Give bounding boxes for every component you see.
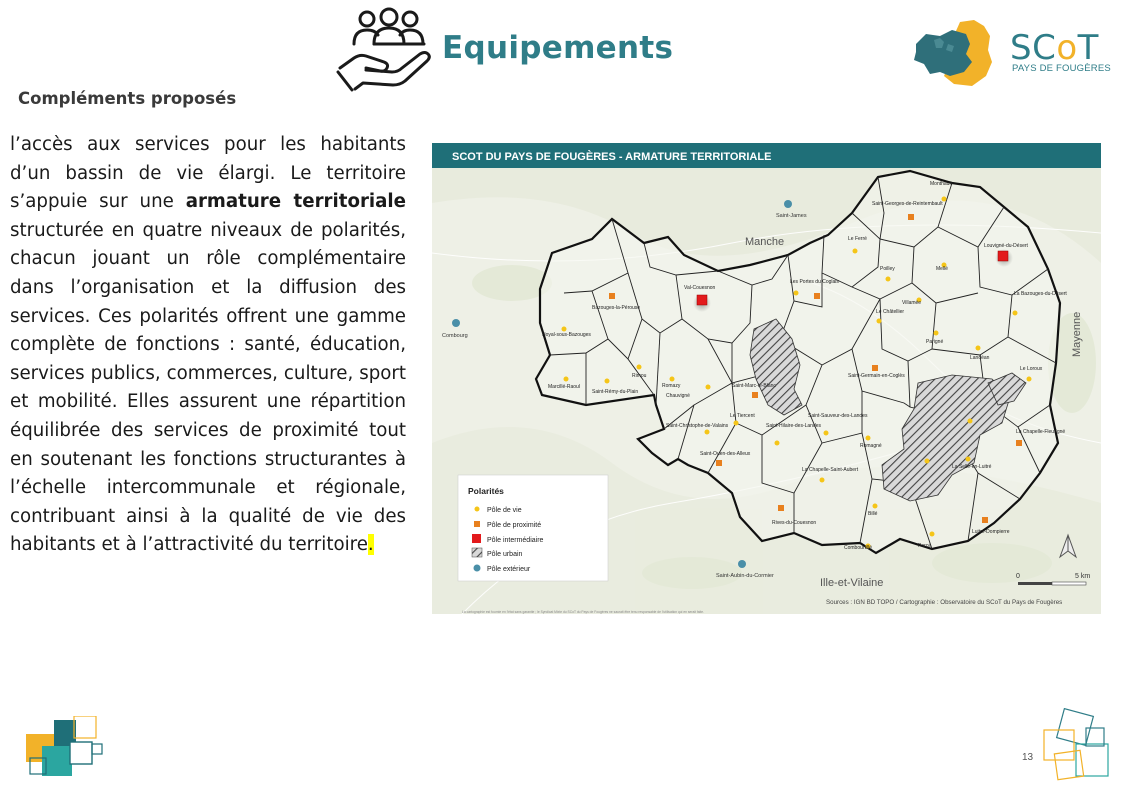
commune-label: Romagné xyxy=(860,443,882,449)
map-legend xyxy=(458,475,608,581)
commune-label: Val-Couesnon xyxy=(684,285,716,291)
commune-label: Billé xyxy=(868,511,878,517)
body-text-end: . xyxy=(367,534,374,556)
decorative-squares-right xyxy=(1036,708,1116,786)
logo-suffix: T xyxy=(1077,28,1099,68)
decorative-squares-left xyxy=(22,716,106,786)
legend-symbol-pole-vie xyxy=(475,507,480,512)
legend-symbol-pole-proximite xyxy=(474,521,480,527)
body-bold: armature territoriale xyxy=(185,191,406,213)
commune-label: Bazouges-la-Pérouse xyxy=(592,305,641,311)
commune-label: Mellé xyxy=(936,266,948,272)
commune-label: Le Ferré xyxy=(848,236,867,242)
map-banner: SCOT DU PAYS DE FOUGÈRES - ARMATURE TERRITORIALE xyxy=(452,151,772,163)
logo-subtitle: PAYS DE FOUGÈRES xyxy=(1012,63,1111,74)
scale-start: 0 xyxy=(1016,573,1020,580)
commune-label: Saint-Marc-le-Blanc xyxy=(732,383,776,389)
pole-intermediaire-val-couesnon xyxy=(693,294,711,312)
hand-with-people-icon xyxy=(334,6,434,94)
page-title: Equipements xyxy=(442,30,674,66)
section-subtitle: Compléments proposés xyxy=(18,89,237,108)
body-text-2: structurée en quatre niveaux de polarités, chacun jouant un rôle complémentaire dans l’organisation et la diffusion des services. Ces polarités offrent une gamme complète de fonctions : santé, éducation, services publics, commerces, culture, sport et mobilité. Elles assurent une répartition équilibrée des services de proximité tout en soutenant les fonctions structurantes à l’échelle intercommunale et régionale, contribuant ainsi à la qualité de vie des habitants et à l’attractivité du territoire xyxy=(10,219,406,556)
commune-label: Rimou xyxy=(632,373,647,379)
region-label-mayenne: Mayenne xyxy=(1071,311,1083,357)
commune-label: Louvigné-du-Désert xyxy=(984,243,1028,249)
commune-label: La Bazouges-du-Désert xyxy=(1014,291,1067,297)
commune-label: Saint-Sauveur-des-Landes xyxy=(808,413,868,419)
commune-label: Parcé xyxy=(918,543,932,549)
legend-label-pole-urbain: Pôle urbain xyxy=(487,551,523,558)
commune-label: Le Tiercent xyxy=(730,413,755,419)
ext-label-saint-james: Saint-James xyxy=(776,213,807,219)
commune-label: Combourtillé xyxy=(844,545,873,551)
legend-label-pole-exterieur: Pôle extérieur xyxy=(487,566,531,573)
ext-label-saint-aubin: Saint-Aubin-du-Cormier xyxy=(716,573,774,579)
commune-label: Luitré-Dompierre xyxy=(972,529,1010,535)
logo-prefix: SC xyxy=(1010,28,1057,68)
commune-label: Chauvigné xyxy=(666,393,690,399)
commune-label: La Chapelle-Saint-Aubert xyxy=(802,467,859,473)
scale-end: 5 km xyxy=(1075,573,1091,580)
region-label-manche: Manche xyxy=(745,236,785,248)
commune-label: Parigné xyxy=(926,339,944,345)
commune-label: Les Portes du Coglais xyxy=(790,279,839,285)
commune-label: Marcillé-Raoul xyxy=(548,384,580,390)
logo-wordmark xyxy=(1010,28,1099,68)
legend-symbol-pole-exterieur xyxy=(474,565,481,572)
commune-label: Le Loroux xyxy=(1020,366,1043,372)
page-number: 13 xyxy=(1022,752,1034,763)
commune-label: Saint-Rémy-du-Plain xyxy=(592,389,639,395)
body-paragraph xyxy=(10,131,406,560)
commune-label: La Chapelle-Fleurigné xyxy=(1016,429,1066,435)
legend-label-pole-proximite: Pôle de proximité xyxy=(487,522,542,529)
commune-label: Poilley xyxy=(880,266,895,272)
commune-label: Saint-Germain-en-Coglès xyxy=(848,373,905,379)
commune-label: Saint-Ouen-des-Alleux xyxy=(700,451,751,457)
commune-label: Saint-Hilaire-des-Landes xyxy=(766,423,822,429)
legend-label-pole-vie: Pôle de vie xyxy=(487,507,522,514)
legend-symbol-pole-urbain xyxy=(472,548,482,557)
ext-label-combourg: Combourg xyxy=(442,333,468,339)
legend-symbol-pole-intermediaire xyxy=(472,534,481,543)
commune-label: Saint-Christophe-de-Valains xyxy=(666,423,729,429)
commune-label: Landéan xyxy=(970,355,990,361)
region-label-ille: Ille-et-Vilaine xyxy=(820,577,884,589)
legend-title: Polarités xyxy=(468,486,504,496)
commune-label: Romazy xyxy=(662,383,681,389)
commune-label: Monthault xyxy=(930,181,952,187)
commune-label: Saint-Georges-de-Reintembault xyxy=(872,201,943,207)
body-text-1: l’accès aux services pour les habitants d’un bassin de vie élargi. Le territoire s’appuie sur une xyxy=(10,134,406,213)
commune-label: La Selle-en-Luitré xyxy=(952,464,992,470)
commune-label: Noyal-sous-Bazouges xyxy=(542,332,591,338)
map-sources: Sources : IGN BD TOPO / Cartographie : Observatoire du SCoT du Pays de Fougères xyxy=(826,599,1063,606)
commune-label: Villamée xyxy=(902,300,922,306)
commune-label: Rives-du-Couesnon xyxy=(772,520,817,526)
territorial-map xyxy=(432,143,1101,614)
pole-intermediaire-louvigne xyxy=(995,249,1013,267)
map-disclaimer: La cartographie est fournie en l’état sans garantie ; le Syndicat Mixte du SCoT du Pays de Fougères ne saurait être tenu responsable de l’utilisation qui en serait faite. xyxy=(462,610,705,614)
commune-label: Le Châtellier xyxy=(876,309,905,315)
logo-o: o xyxy=(1056,28,1078,68)
legend-label-pole-intermediaire: Pôle intermédiaire xyxy=(487,537,544,544)
